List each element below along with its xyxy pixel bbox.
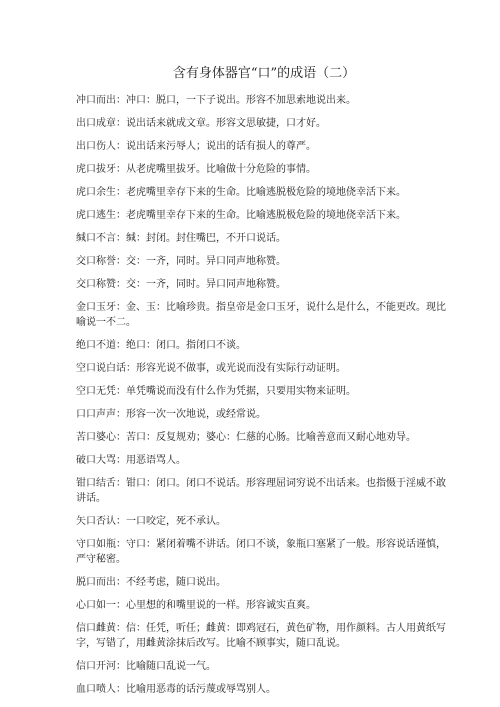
idiom-term: 交口称誉 bbox=[76, 256, 116, 267]
idiom-separator: ： bbox=[116, 516, 126, 527]
idiom-definition: 比喻用恶毒的话污蔑或辱骂别人。 bbox=[126, 684, 276, 695]
page-title: 含有身体器官“口”的成语（二） bbox=[172, 66, 356, 81]
idiom-entry bbox=[76, 208, 448, 223]
idiom-entry bbox=[76, 139, 448, 154]
idiom-separator: ： bbox=[116, 661, 126, 672]
idiom-entry bbox=[76, 162, 448, 177]
idiom-term: 缄口不言 bbox=[76, 233, 116, 244]
idiom-term: 心口如一 bbox=[76, 600, 116, 611]
idiom-separator: ： bbox=[116, 141, 126, 152]
idiom-term: 金口玉牙 bbox=[76, 302, 116, 313]
idiom-term: 空口无凭 bbox=[76, 386, 116, 397]
idiom-separator: ： bbox=[116, 623, 126, 634]
idiom-definition: 一口咬定，死不承认。 bbox=[126, 516, 226, 527]
idiom-separator: ： bbox=[116, 95, 126, 106]
idiom-separator: ： bbox=[116, 539, 126, 550]
idiom-entry bbox=[76, 254, 448, 269]
idiom-term: 破口大骂 bbox=[76, 455, 116, 466]
idiom-definition: 从老虎嘴里拔牙。比喻做十分危险的事情。 bbox=[126, 164, 316, 175]
idiom-term: 血口喷人 bbox=[76, 684, 116, 695]
idiom-term: 绝口不道 bbox=[76, 340, 116, 351]
idiom-separator: ： bbox=[116, 577, 126, 588]
idiom-separator: ： bbox=[116, 164, 126, 175]
idiom-separator: ： bbox=[116, 256, 126, 267]
idiom-definition: 说出话来就成文章。形容文思敏捷，口才好。 bbox=[126, 118, 326, 129]
idiom-entry bbox=[76, 231, 448, 246]
idiom-entry bbox=[76, 361, 448, 376]
idiom-term: 空口说白话 bbox=[76, 363, 126, 374]
idiom-term: 苦口婆心 bbox=[76, 432, 116, 443]
idiom-entry bbox=[76, 338, 448, 353]
idiom-entry bbox=[76, 93, 448, 108]
idiom-definition: 单凭嘴说而没有什么作为凭据，只要用实物来证明。 bbox=[126, 386, 356, 397]
idiom-term: 交口称赞 bbox=[76, 279, 116, 290]
idiom-definition: 信：任凭，听任；雌黄：即鸡冠石，黄色矿物，用作颜料。古人用黄纸写字，写错了，用雌黄涂抹后改写。比喻不顾事实，随口乱说。 bbox=[76, 623, 446, 649]
idiom-separator: ： bbox=[116, 432, 126, 443]
idiom-list bbox=[76, 93, 448, 697]
idiom-term: 守口如瓶 bbox=[76, 539, 116, 550]
idiom-definition: 形容光说不做事，或光说而没有实际行动证明。 bbox=[136, 363, 346, 374]
idiom-term: 出口成章 bbox=[76, 118, 116, 129]
idiom-entry bbox=[76, 430, 448, 445]
idiom-separator: ： bbox=[126, 363, 136, 374]
idiom-term: 钳口结舌 bbox=[76, 478, 116, 489]
idiom-definition: 不经考虑，随口说出。 bbox=[126, 577, 226, 588]
idiom-definition: 老虎嘴里幸存下来的生命。比喻逃脱极危险的境地侥幸活下来。 bbox=[126, 187, 406, 198]
idiom-entry bbox=[76, 537, 448, 567]
idiom-separator: ： bbox=[116, 478, 126, 489]
idiom-entry bbox=[76, 514, 448, 529]
idiom-definition: 钳口：闭口。闭口不说话。形容理屈词穷说不出话来。也指慑于淫威不敢讲话。 bbox=[76, 478, 446, 504]
idiom-entry bbox=[76, 682, 448, 697]
idiom-separator: ： bbox=[116, 684, 126, 695]
idiom-entry bbox=[76, 453, 448, 468]
idiom-entry bbox=[76, 277, 448, 292]
idiom-definition: 老虎嘴里幸存下来的生命。比喻逃脱极危险的境地侥幸活下来。 bbox=[126, 210, 406, 221]
idiom-entry bbox=[76, 659, 448, 674]
idiom-separator: ： bbox=[116, 409, 126, 420]
idiom-definition: 守口：紧闭着嘴不讲话。闭口不谈，象瓶口塞紧了一般。形容说话谨慎，严守秘密。 bbox=[76, 539, 446, 565]
idiom-term: 出口伤人 bbox=[76, 141, 116, 152]
idiom-definition: 形容一次一次地说，或经常说。 bbox=[126, 409, 266, 420]
idiom-term: 口口声声 bbox=[76, 409, 116, 420]
idiom-separator: ： bbox=[116, 340, 126, 351]
idiom-definition: 比喻随口乱说一气。 bbox=[126, 661, 216, 672]
idiom-separator: ： bbox=[116, 233, 126, 244]
idiom-definition: 心里想的和嘴里说的一样。形容诚实直爽。 bbox=[126, 600, 316, 611]
idiom-separator: ： bbox=[116, 455, 126, 466]
idiom-separator: ： bbox=[116, 302, 126, 313]
idiom-separator: ： bbox=[116, 210, 126, 221]
idiom-entry bbox=[76, 185, 448, 200]
idiom-separator: ： bbox=[116, 187, 126, 198]
idiom-definition: 冲口：脱口，一下子说出。形容不加思索地说出来。 bbox=[126, 95, 356, 106]
idiom-separator: ： bbox=[116, 118, 126, 129]
idiom-term: 信口雌黄 bbox=[76, 623, 116, 634]
idiom-entry bbox=[76, 575, 448, 590]
idiom-definition: 说出话来污辱人；说出的话有损人的尊严。 bbox=[126, 141, 316, 152]
idiom-separator: ： bbox=[116, 279, 126, 290]
idiom-entry bbox=[76, 300, 448, 330]
idiom-term: 虎口拔牙 bbox=[76, 164, 116, 175]
idiom-definition: 交：一齐，同时。异口同声地称赞。 bbox=[126, 279, 286, 290]
idiom-definition: 缄：封闭。封住嘴巴，不开口说话。 bbox=[126, 233, 286, 244]
idiom-definition: 用恶语骂人。 bbox=[126, 455, 186, 466]
idiom-entry bbox=[76, 598, 448, 613]
idiom-entry bbox=[76, 407, 448, 422]
idiom-entry bbox=[76, 384, 448, 399]
idiom-definition: 交：一齐，同时。异口同声地称赞。 bbox=[126, 256, 286, 267]
idiom-separator: ： bbox=[116, 386, 126, 397]
idiom-term: 冲口而出 bbox=[76, 95, 116, 106]
idiom-entry bbox=[76, 476, 448, 506]
idiom-definition: 苦口：反复规劝；婆心：仁慈的心肠。比喻善意而又耐心地劝导。 bbox=[126, 432, 416, 443]
idiom-term: 虎口逃生 bbox=[76, 210, 116, 221]
idiom-term: 脱口而出 bbox=[76, 577, 116, 588]
idiom-definition: 金、玉：比喻珍贵。指皇帝是金口玉牙，说什么是什么，不能更改。现比喻说一不二。 bbox=[76, 302, 446, 328]
idiom-term: 矢口否认 bbox=[76, 516, 116, 527]
idiom-separator: ： bbox=[116, 600, 126, 611]
idiom-entry bbox=[76, 116, 448, 131]
idiom-term: 信口开河 bbox=[76, 661, 116, 672]
idiom-term: 虎口余生 bbox=[76, 187, 116, 198]
idiom-entry bbox=[76, 621, 448, 651]
idiom-definition: 绝口：闭口。指闭口不谈。 bbox=[126, 340, 246, 351]
